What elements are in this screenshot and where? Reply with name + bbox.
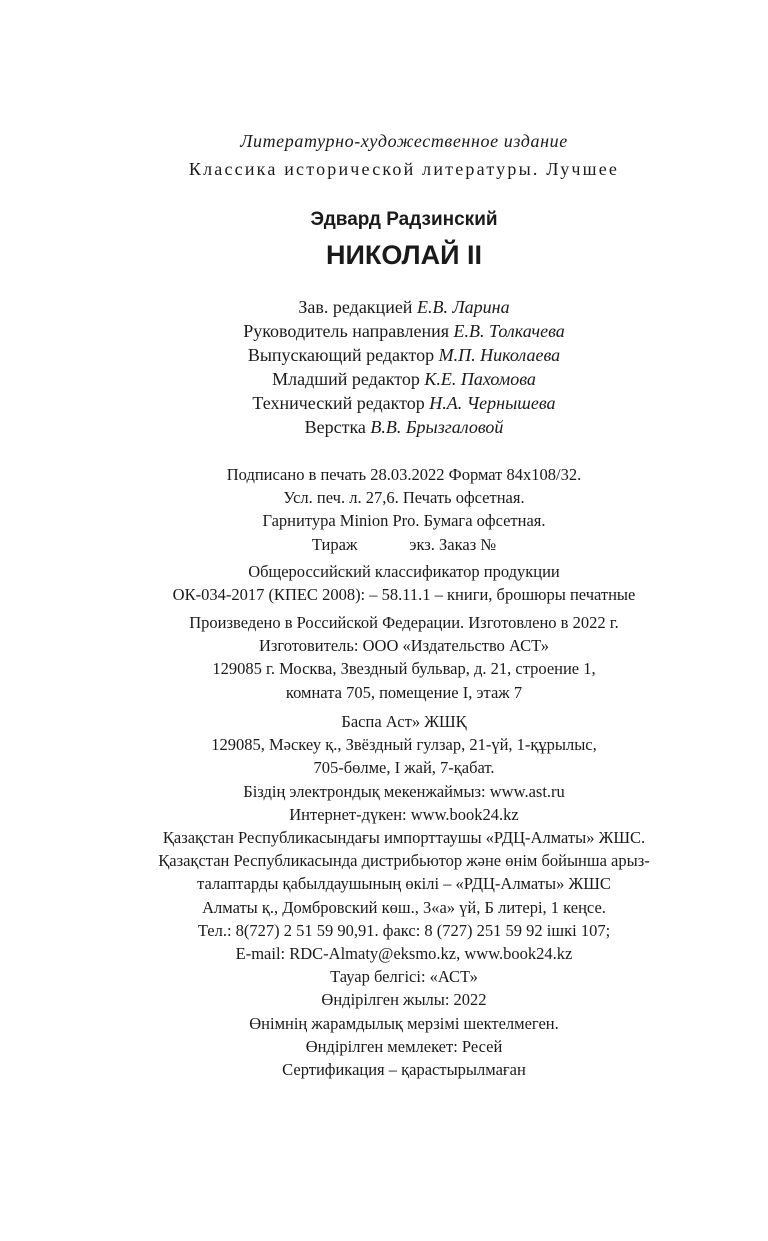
printing-details: [0, 463, 768, 556]
credit-role: Зав. редакцией: [298, 297, 413, 317]
kazakh-line: Біздің электрондық мекенжаймыз: www.ast.ru: [243, 781, 565, 801]
kazakh-line: Тел.: 8(727) 2 51 59 90,91. факс: 8 (727) 251 59 92 ішкі 107;: [197, 920, 611, 940]
order-label: экз. Заказ №: [409, 534, 497, 554]
credit-line: [0, 319, 768, 343]
book-title: НИКОЛАЙ II: [325, 240, 483, 270]
credit-role: Выпускающий редактор: [247, 345, 435, 365]
series-name: Классика исторической литературы. Лучшее: [188, 159, 620, 179]
kazakh-line: талаптарды қабылдаушының өкілі – «РДЦ-Алматы» ЖШС: [197, 874, 611, 894]
credit-line: [0, 343, 768, 367]
manufacturer-info: [0, 611, 768, 704]
kazakh-line: Тауар белгісі: «АСТ»: [330, 967, 478, 987]
book-author: Эдвард Радзинский: [310, 209, 498, 230]
credit-name: Е.В. Толкачева: [453, 321, 565, 341]
kazakh-line: Өнімнің жарамдылық мерзімі шектелмеген.: [249, 1013, 559, 1033]
kazakh-line: 129085, Мәскеу қ., Звёздный гулзар, 21-үй, 1-құрылыс,: [211, 735, 597, 755]
credit-name: В.В. Брызгаловой: [370, 417, 504, 437]
credit-line: [0, 295, 768, 319]
credit-name: К.Е. Пахомова: [424, 369, 536, 389]
classifier-line: ОК-034-2017 (КПЕС 2008): – 58.11.1 – книги, брошюры печатные: [172, 585, 636, 605]
credit-role: Младший редактор: [272, 369, 420, 389]
editorial-credits: [0, 295, 768, 439]
kazakh-line: Баспа Аст» ЖШҚ: [341, 712, 467, 731]
kazakh-line: Өндірілген жылы: 2022: [321, 990, 487, 1010]
product-classifier: [0, 560, 768, 606]
credit-line: [0, 391, 768, 415]
credit-role: Технический редактор: [252, 393, 425, 413]
circulation-line: [0, 533, 768, 556]
signed-to-print: Подписано в печать 28.03.2022 Формат 84x108/32.: [226, 465, 582, 484]
kazakh-line: Қазақстан Республикасындағы импорттаушы «РДЦ-Алматы» ЖШС.: [162, 828, 646, 848]
circulation-label: Тираж: [311, 534, 358, 554]
credit-name: М.П. Николаева: [438, 345, 561, 365]
manufacturer-line: 129085 г. Москва, Звездный бульвар, д. 21, строение 1,: [212, 659, 596, 679]
credit-role: Верстка: [304, 417, 366, 437]
kazakh-line: Өндірілген мемлекет: Ресей: [305, 1036, 503, 1056]
kazakh-line: Алматы қ., Домбровский көш., 3«а» үй, Б литері, 1 кеңсе.: [202, 897, 606, 917]
manufacturer-line: Произведено в Российской Федерации. Изготовлено в 2022 г.: [189, 613, 619, 632]
credit-line: [0, 367, 768, 391]
kazakh-line: Сертификация – қарастырылмаған: [282, 1060, 526, 1080]
classifier-line: Общероссийский классификатор продукции: [248, 562, 560, 581]
print-sheets: Усл. печ. л. 27,6. Печать офсетная.: [283, 488, 525, 508]
typeface-paper: Гарнитура Minion Pro. Бумага офсетная.: [262, 511, 546, 531]
kazakh-line: E-mail: RDC-Almaty@eksmo.kz, www.book24.kz: [235, 944, 573, 964]
kazakh-info: [0, 710, 768, 1081]
edition-type: Литературно-художественное издание: [240, 131, 568, 151]
credit-line: [0, 415, 768, 439]
kazakh-line: Интернет-дүкен: www.book24.kz: [289, 804, 519, 824]
credit-role: Руководитель направления: [243, 321, 450, 341]
kazakh-line: Қазақстан Республикасында дистрибьютор және өнім бойынша арыз-: [158, 851, 650, 871]
manufacturer-line: комната 705, помещение I, этаж 7: [285, 682, 523, 702]
credit-name: Е.В. Ларина: [416, 297, 510, 317]
manufacturer-line: Изготовитель: ООО «Издательство АСТ»: [258, 636, 550, 656]
kazakh-line: 705-бөлме, I жай, 7-қабат.: [313, 758, 495, 778]
credit-name: Н.А. Чернышева: [429, 393, 556, 413]
